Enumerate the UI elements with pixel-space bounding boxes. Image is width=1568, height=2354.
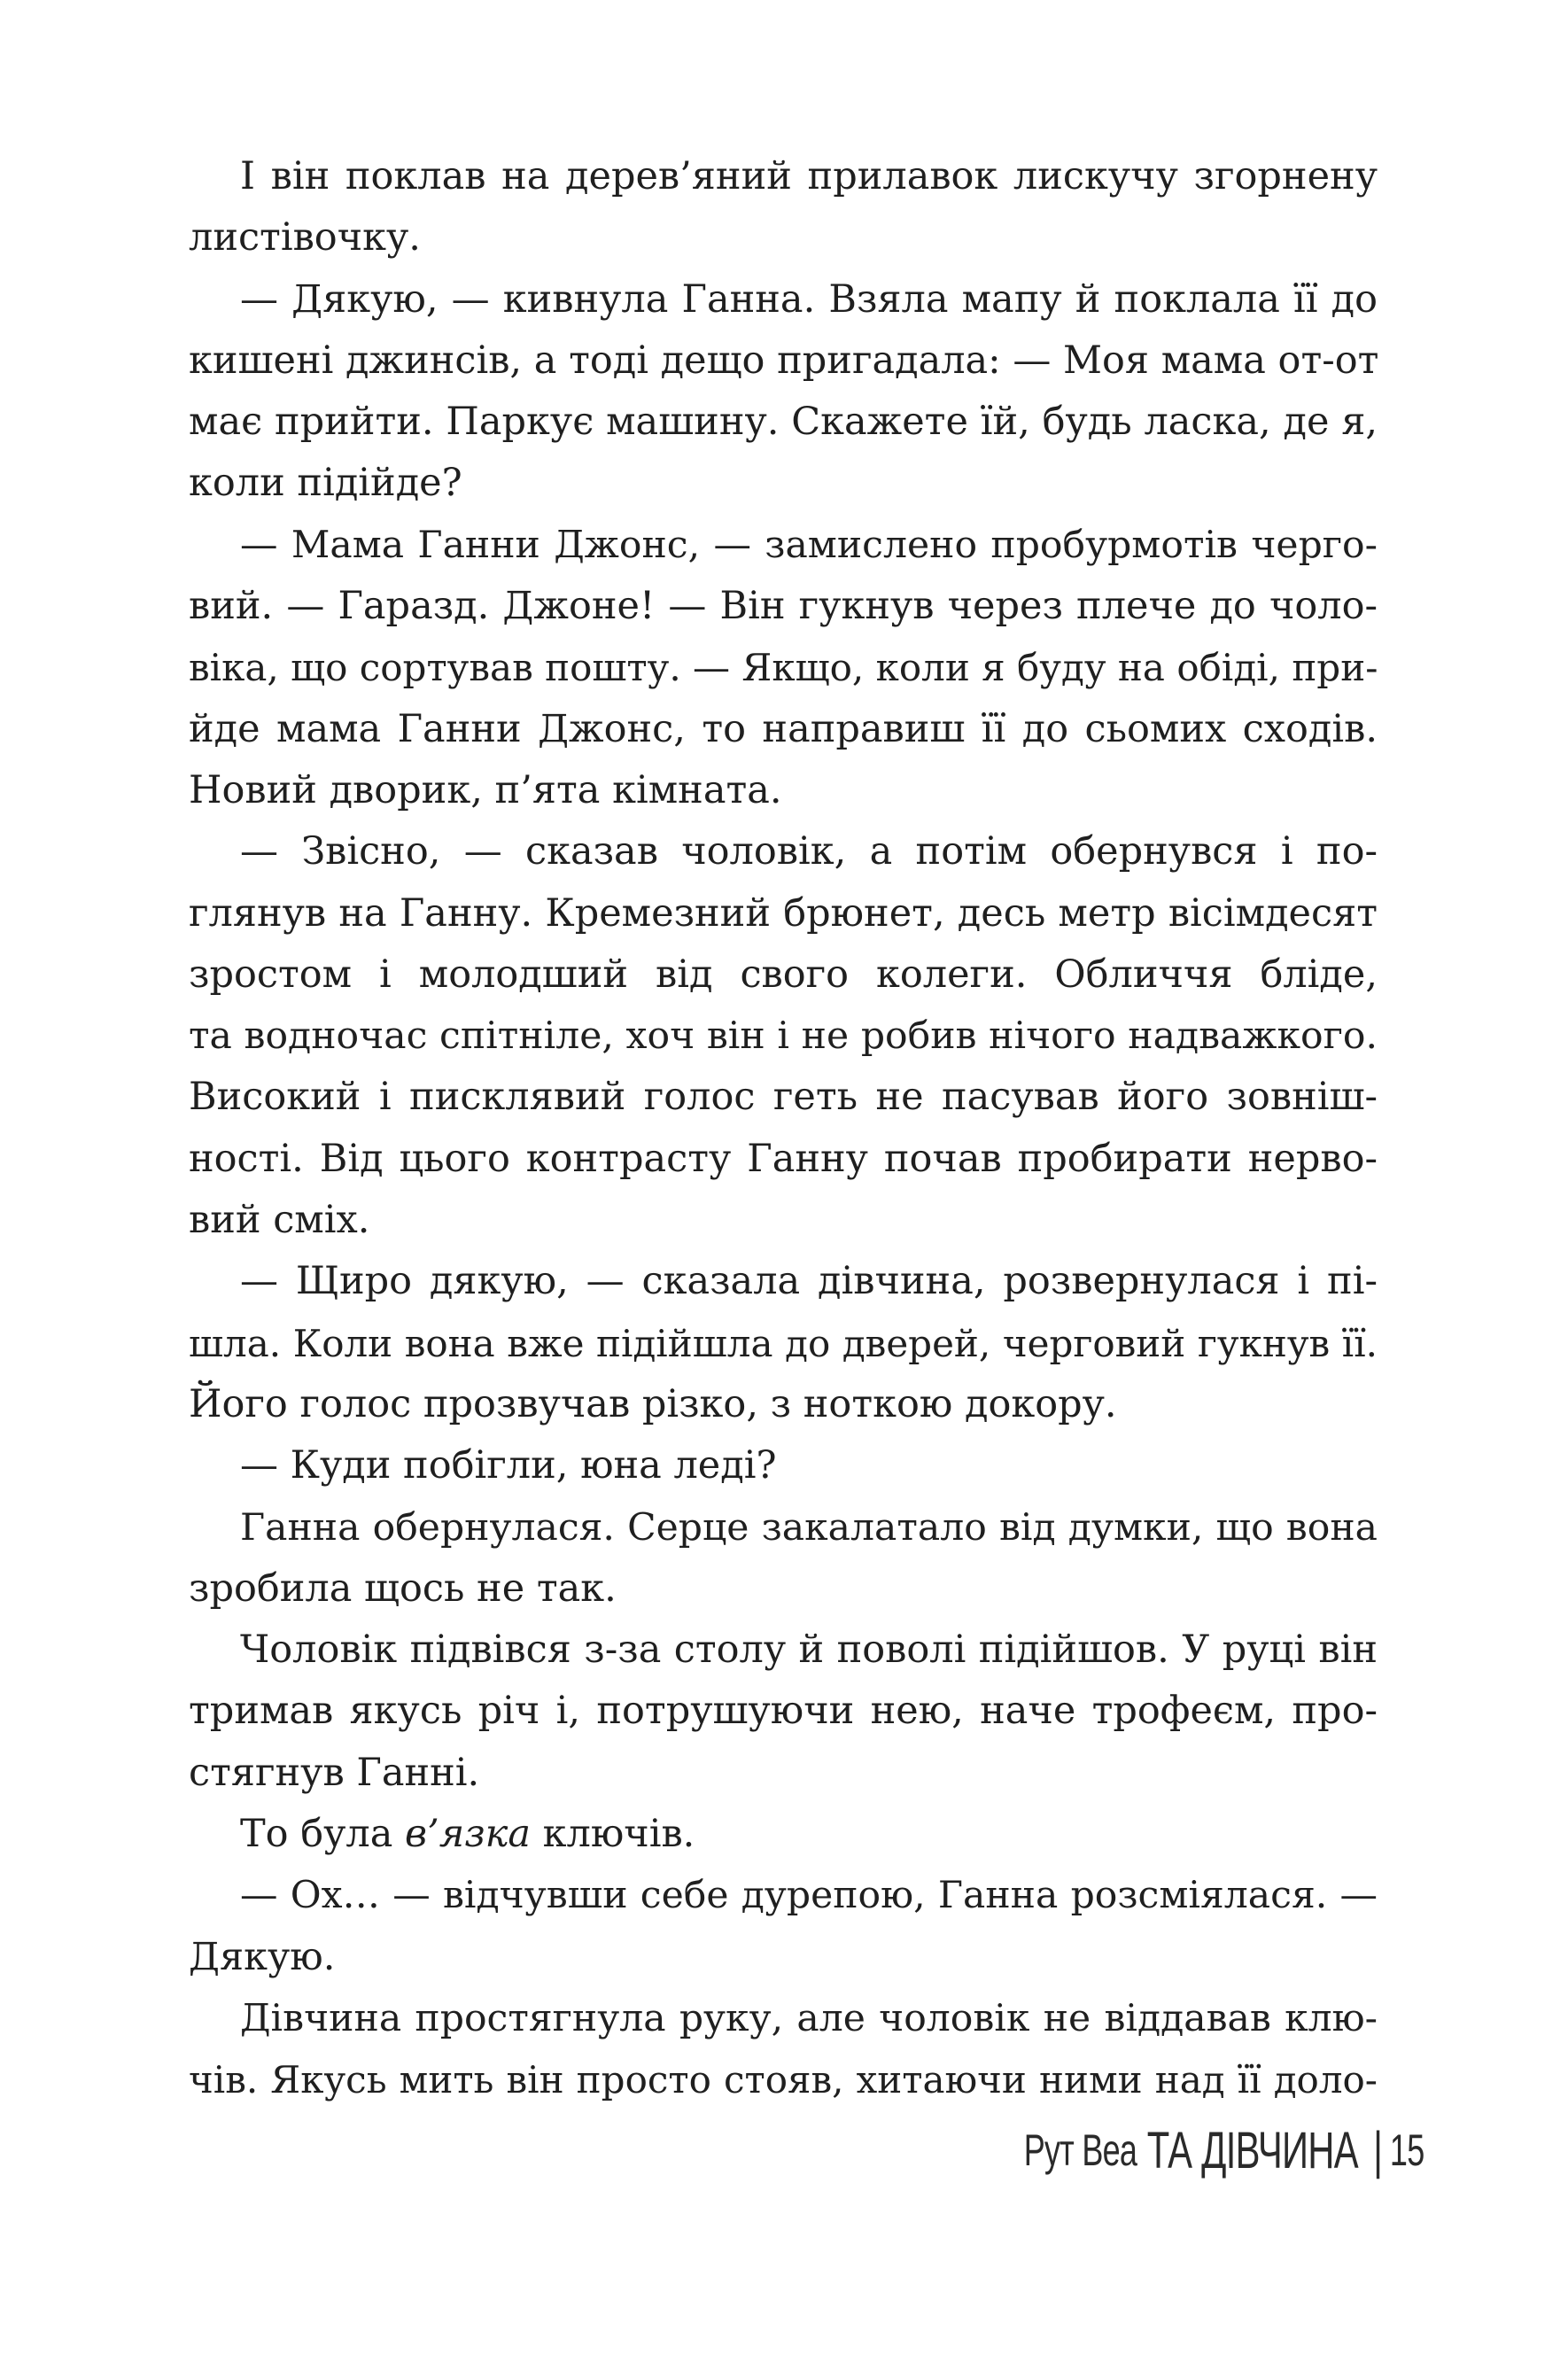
text-line: — Дякую, — кивнула Ганна. Взяла мапу й поклала її до	[240, 276, 1378, 322]
footer-separator: |	[1373, 2121, 1383, 2179]
text-line: вий сміх.	[189, 1198, 370, 1243]
text-line: Дівчина простягнула руку, але чоловік не віддавав клю-	[240, 1996, 1378, 2040]
text-line: шла. Коли вона вже підійшла до дверей, черговий гукнув її.	[189, 1321, 1378, 1365]
page-number: 15	[1390, 2125, 1424, 2175]
text-line: зробила щось не так.	[189, 1565, 617, 1611]
text-line: Чоловік підвівся з-за столу й поволі підійшов. У руці він	[240, 1628, 1378, 1673]
text-line: Дякую.	[189, 1934, 336, 1979]
text-line: ності. Від цього контрасту Ганну почав пробирати нерво-	[189, 1136, 1378, 1181]
text-line: Високий і писклявий голос геть не пасував його зовніш-	[189, 1075, 1378, 1120]
running-footer	[1024, 2119, 1424, 2181]
text-line: Його голос прозвучав різко, з ноткою докору.	[189, 1381, 1117, 1426]
text-line: І він поклав на дерев’яний прилавок лискучу згорнену	[240, 154, 1378, 198]
text-line: — Мама Ганни Джонс, — замислено пробурмотів черго-	[240, 523, 1378, 567]
footer-author: Рут Веа	[1024, 2125, 1137, 2175]
text-run: ключів.	[530, 1812, 695, 1857]
text-line: має прийти. Паркує машину. Скажете їй, будь ласка, де я,	[189, 400, 1378, 445]
italic-text: в’язка	[405, 1812, 531, 1857]
text-line: Новий дворик, п’ята кімната.	[189, 767, 782, 812]
text-line: зростом і молодший від свого колеги. Обличчя бліде,	[189, 952, 1378, 997]
body-text	[189, 146, 1378, 2111]
text-line: стягнув Ганні.	[189, 1750, 480, 1795]
text-line: та водночас спітніле, хоч він і не робив нічого надважкого.	[189, 1014, 1378, 1059]
text-line: — Звісно, — сказав чоловік, а потім обернувся і по-	[240, 829, 1378, 874]
text-line: вий. — Гаразд. Джоне! — Він гукнув через плече до чоло-	[189, 584, 1378, 629]
text-line: листівочку.	[189, 215, 421, 260]
text-line: — Щиро дякую, — сказала дівчина, розвернулася і пі-	[240, 1259, 1378, 1304]
text-line	[189, 1804, 1378, 1865]
text-line: коли підійде?	[189, 461, 462, 506]
text-line: Ганна обернулася. Серце закалатало від думки, що вона	[240, 1505, 1378, 1550]
text-line: чів. Якусь мить він просто стояв, хитаючи ними над її доло-	[189, 2058, 1378, 2102]
text-line: — Ох… — відчувши себе дурепою, Ганна розсміялася. —	[240, 1874, 1378, 1918]
text-line: — Куди побігли, юна леді?	[240, 1443, 777, 1488]
footer-book-title: ТА ДІВЧИНА	[1147, 2121, 1359, 2179]
text-line: глянув на Ганну. Кремезний брюнет, десь метр вісімдесят	[189, 890, 1378, 936]
text-line: йде мама Ганни Джонс, то направиш її до сьомих сходів.	[189, 706, 1378, 751]
text-line: віка, що сортував пошту. — Якщо, коли я буду на обіді, при-	[189, 646, 1378, 690]
text-run: То була	[240, 1812, 406, 1857]
text-line: тримав якусь річ і, потрушуючи нею, наче трофеєм, про-	[189, 1689, 1378, 1734]
text-line: кишені джинсів, а тоді дещо пригадала: — Моя мама от-от	[189, 338, 1379, 383]
